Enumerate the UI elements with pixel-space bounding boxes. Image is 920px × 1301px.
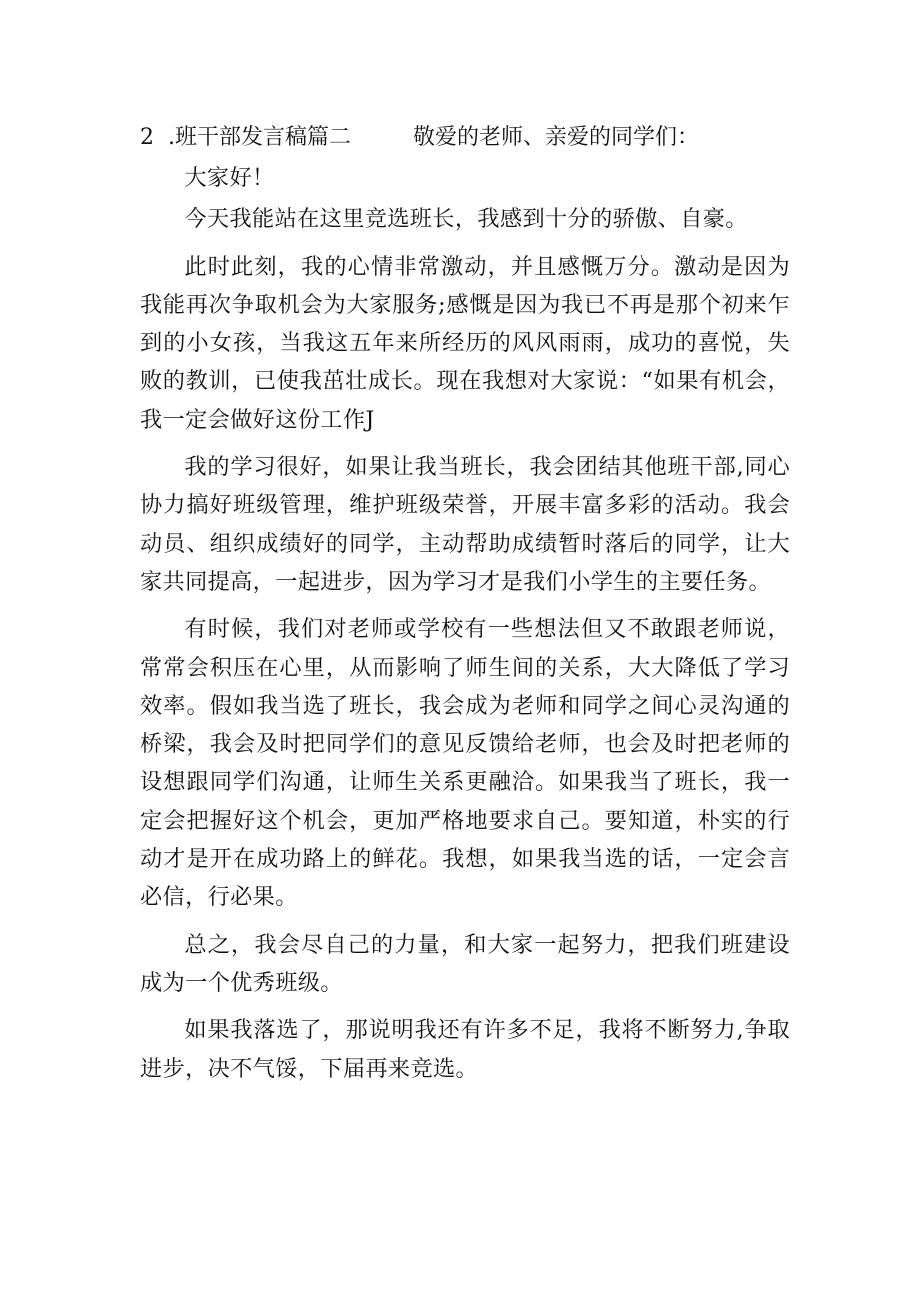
speech-body (140, 159, 790, 1088)
paragraph: 今天我能站在这里竞选班长，我感到十分的骄傲、自豪。 (184, 206, 748, 233)
paragraph: 如果我落选了，那说明我还有许多不足，我将不断努力,争取进步，决不气馁，下届再来竞选。 (140, 1017, 790, 1082)
paragraph: 有时候，我们对老师或学校有一些想法但又不敢跟老师说，常常会积压在心里，从而影响了师生间的关系，大大降低了学习效率。假如我当选了班长，我会成为老师和同学之间心灵沟通的桥梁，我会及时把同学们的意见反馈给老师，也会及时把老师的设想跟同学们沟通，让师生关系更融洽。如果我当了班长，我一定会把握好这个机会，更加严格地要求自己。要知道，朴实的行动才是开在成功路上的鲜花。我想，如果我当选的话，一定会言必信，行必果。 (140, 616, 790, 911)
paragraph: 总之，我会尽自己的力量，和大家一起努力，把我们班建设成为一个优秀班级。 (140, 931, 790, 996)
section-number: 2 (140, 125, 154, 150)
heading-line (140, 122, 820, 154)
salutation: 敬爱的老师、亲爱的同学们： (413, 125, 700, 150)
paragraph: 我的学习很好，如果让我当班长，我会团结其他班干部,同心协力搞好班级管理，维护班级荣誉，开展丰富多彩的活动。我会动员、组织成绩好的同学，主动帮助成绩暂时落后的同学，让大家共同提高，一起进步，因为学习才是我们小学生的主要任务。 (140, 454, 790, 595)
paragraph: 此时此刻，我的心情非常激动，并且感慨万分。激动是因为我能再次争取机会为大家服务;感慨是因为我已不再是那个初来乍到的小女孩，当我这五年来所经历的风风雨雨，成功的喜悦，失败的教训，已使我茁壮成长。现在我想对大家说：“如果有机会，我一定会做好这份工作J (140, 253, 790, 433)
section-title: .班干部发言稿篇二 (168, 125, 351, 150)
paragraph-greeting: 大家好！ (184, 165, 275, 191)
